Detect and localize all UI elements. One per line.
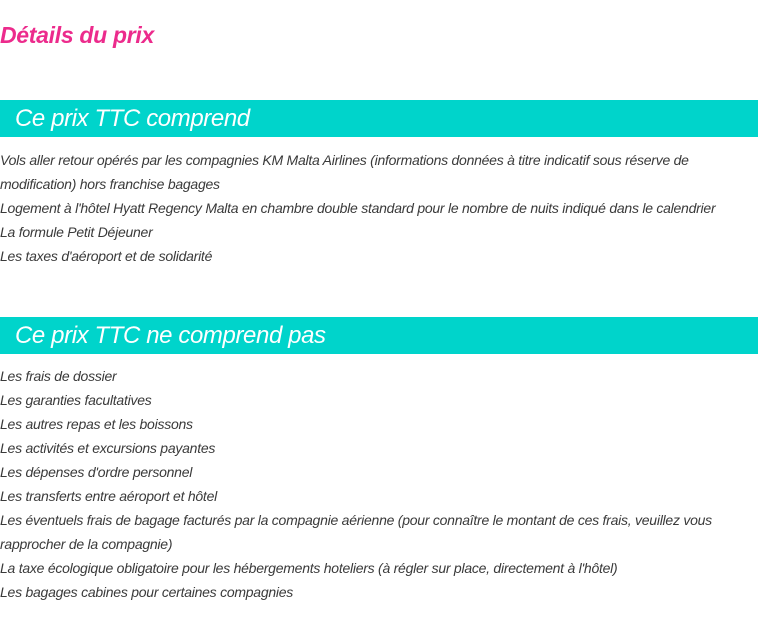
excluded-heading: Ce prix TTC ne comprend pas <box>15 322 326 349</box>
included-items-list <box>0 148 758 268</box>
included-heading: Ce prix TTC comprend <box>15 105 250 132</box>
excluded-item: Les garanties facultatives <box>0 392 152 408</box>
included-item: La formule Petit Déjeuner <box>0 224 153 240</box>
excluded-item: Les bagages cabines pour certaines compagnies <box>0 584 294 600</box>
excluded-item: Les dépenses d'ordre personnel <box>0 464 193 480</box>
included-section-header <box>0 100 758 137</box>
excluded-items-list <box>0 364 758 604</box>
excluded-item: Les activités et excursions payantes <box>0 440 216 456</box>
excluded-item: Les frais de dossier <box>0 368 117 384</box>
excluded-item: Les éventuels frais de bagage facturés par la compagnie aérienne (pour connaître le montant de ces frais, veuillez vous rapprocher de la compagnie) <box>0 512 712 552</box>
excluded-section-header <box>0 317 758 354</box>
included-item: Les taxes d'aéroport et de solidarité <box>0 248 213 264</box>
included-item: Vols aller retour opérés par les compagnies KM Malta Airlines (informations données à titre indicatif sous réserve de modification) hors franchise bagages <box>0 152 689 192</box>
excluded-item: La taxe écologique obligatoire pour les hébergements hoteliers (à régler sur place, directement à l'hôtel) <box>0 560 618 576</box>
included-item: Logement à l'hôtel Hyatt Regency Malta en chambre double standard pour le nombre de nuits indiqué dans le calendrier <box>0 200 716 216</box>
excluded-item: Les autres repas et les boissons <box>0 416 193 432</box>
excluded-item: Les transferts entre aéroport et hôtel <box>0 488 217 504</box>
page-title: Détails du prix <box>0 22 154 48</box>
